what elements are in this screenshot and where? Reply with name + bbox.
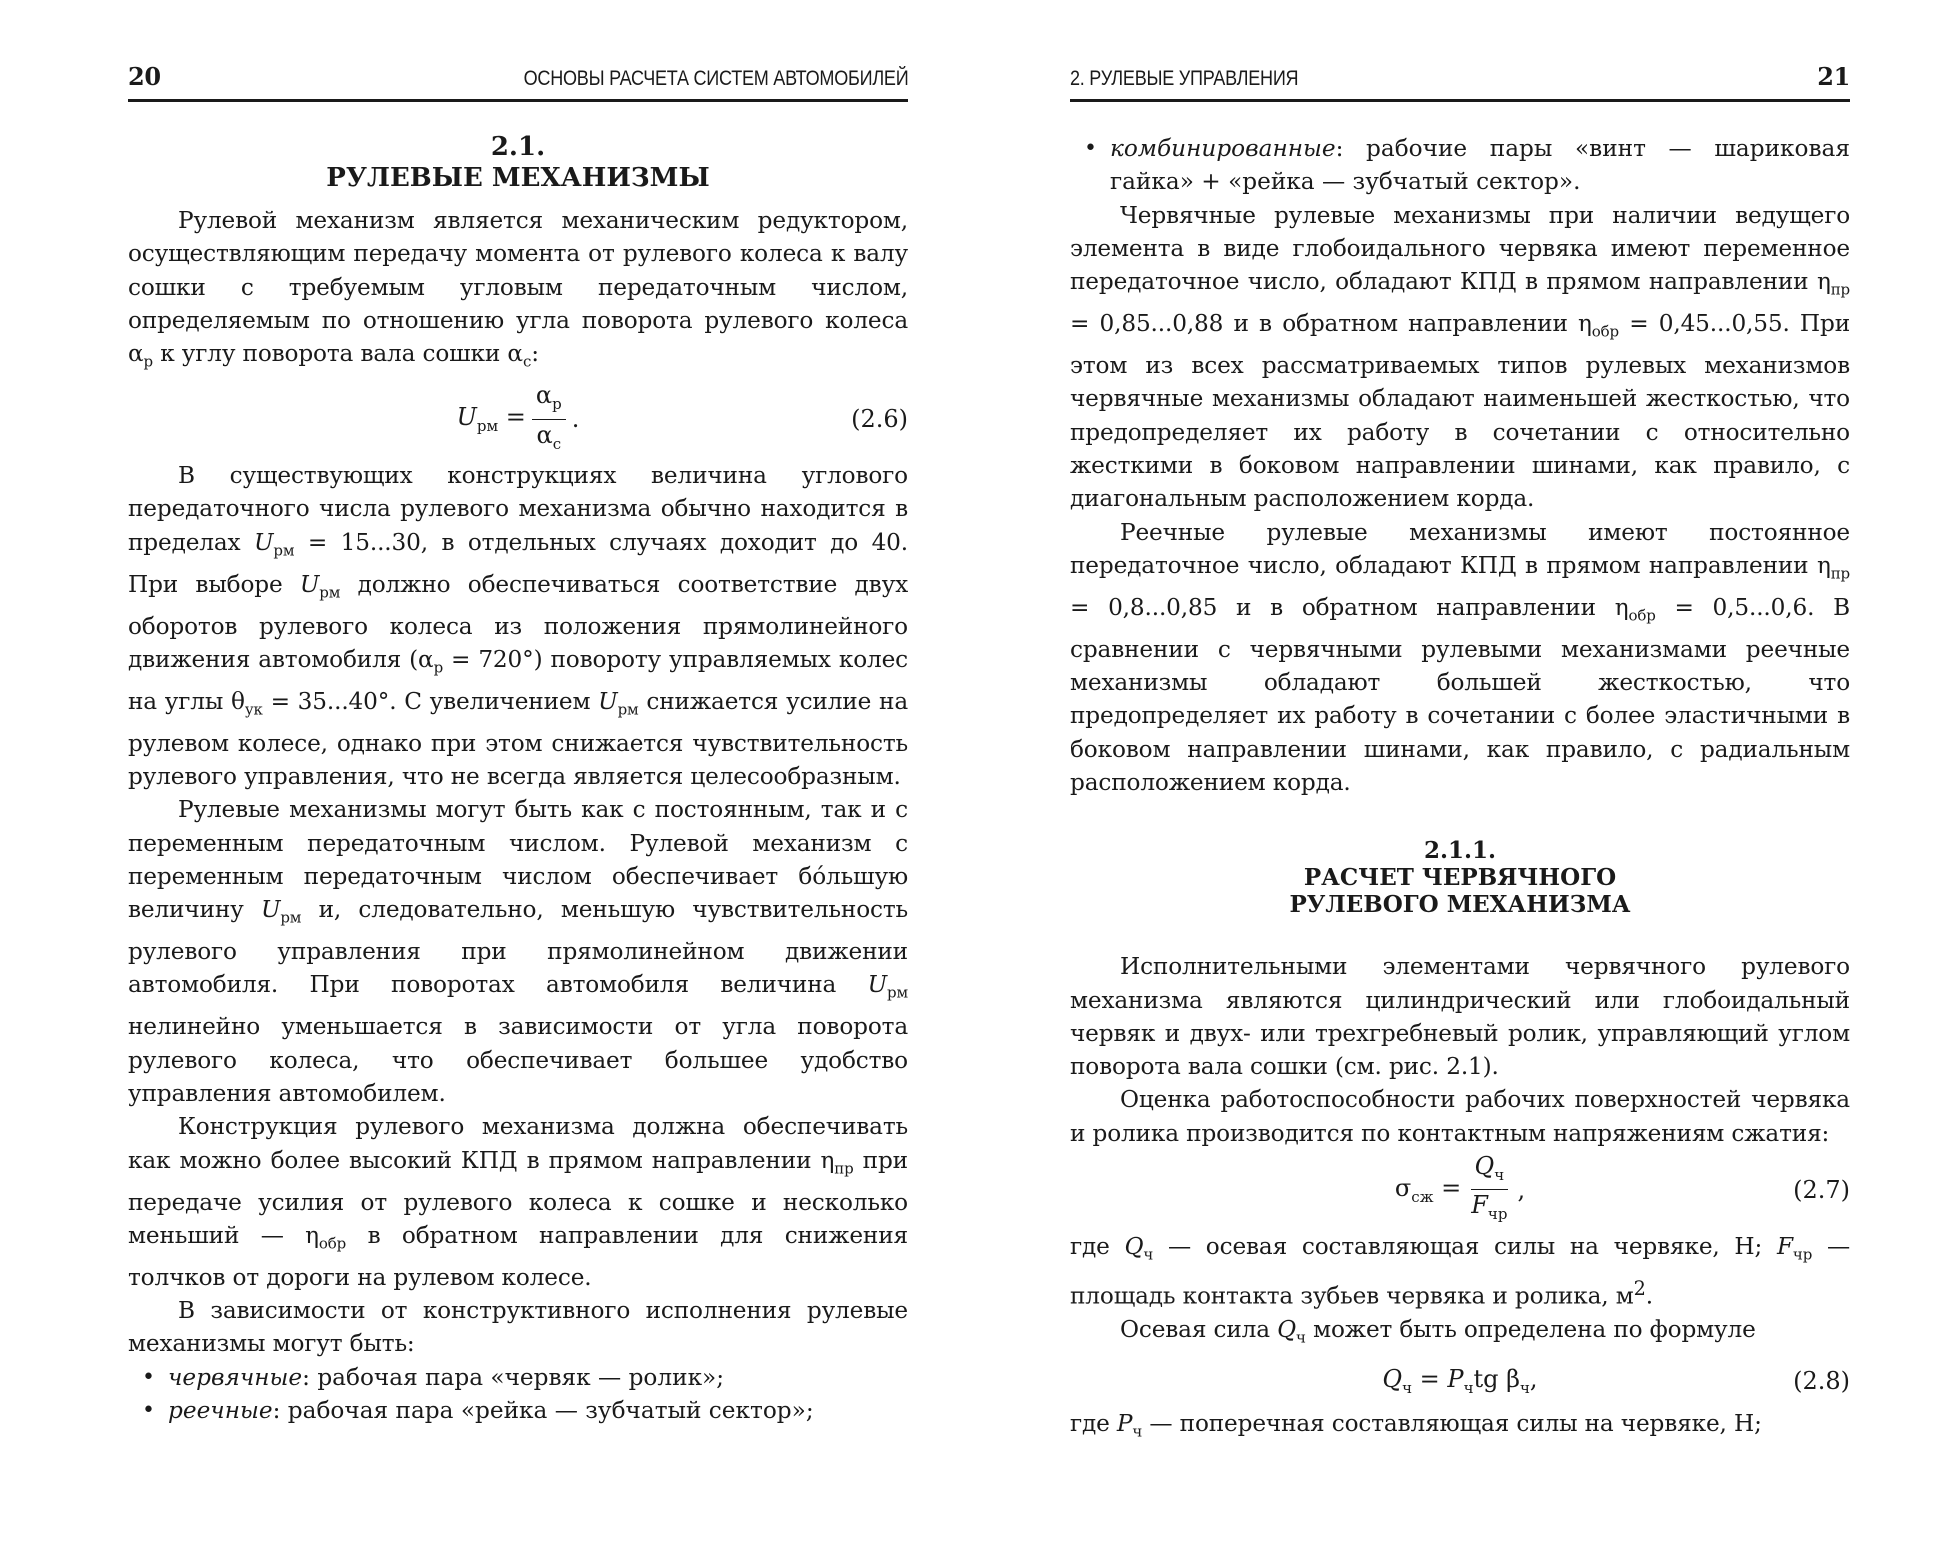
subsection-title-line1: РАСЧЕТ ЧЕРВЯЧНОГО [1303, 864, 1617, 892]
fraction: $\frac{Q_ч}{F_{чр}}$ [1471, 1151, 1508, 1224]
list-item: • комбинированные: рабочие пары «винт — шариковая гайка» + «рейка — зубчатый сектор». [1070, 132, 1850, 199]
paragraph: Червячные рулевые механизмы при наличии ведущего элемента в виде глобоидального червяка имеют переменное передаточное число, обладают КПД в прямом направлении $\eta_{пр} = 0,85...0,88$ и в обратном направлении $\eta_{обр} = 0,45...0,55$. При этом из всех рассматриваемых типов рулевых механизмов червячные механизмы обладают наименьшей жесткостью, что предопределяет их работу в сочетании с относительно жесткими в боковом направлении шинами, как правило, с диагональным расположением корда. [1070, 201, 1851, 513]
paragraph: Рулевые механизмы могут быть как с постоянным, так и с переменным передаточным числом. Рулевой механизм с переменным передаточным числом обеспечивает бóльшую величину $U_{рм}$ и, следовательно, меньшую чувствительность рулевого управления при прямолинейном движении автомобиля. При поворотах автомобиля величина $U_{рм}$ нелинейно уменьшается в зависимости от угла поворота рулевого колеса, что обеспечивает большее удобство управления автомобилем. [128, 796, 908, 1108]
mechanism-types-list [128, 1361, 908, 1428]
equation-number: (2.6) [851, 405, 908, 434]
section-title: РУЛЕВЫЕ МЕХАНИЗМЫ [326, 163, 710, 193]
left-page [128, 62, 908, 1427]
section-number: 2.1. [490, 132, 546, 162]
formula-2-8: $Q_ч = P_чtg$ $\beta_ч$, (2.8) [1382, 1364, 1850, 1397]
fraction: $\frac{\alpha_р}{\alpha_с}$ [532, 382, 566, 457]
subsection-number: 2.1.1. [1423, 837, 1497, 865]
subsection-heading [1070, 837, 1850, 918]
page-number: 20 [128, 62, 161, 91]
equation-number: (2.8) [1793, 1366, 1850, 1395]
running-title: 2. РУЛЕВЫЕ УПРАВЛЕНИЯ [1070, 67, 1299, 90]
mechanism-types-list-continued [1070, 132, 1850, 199]
formula-2-7: $\sigma_{сж}$ = $\frac{Q_ч}{F_{чр}}$ , (2.7) [1070, 1150, 1850, 1230]
paragraph: Реечные рулевые механизмы имеют постоянное передаточное число, обладают КПД в прямом направлении $\eta_{пр} = 0,8...0,85$ и в обратном направлении $\eta_{обр} = 0,5...0,6$. В сравнении с червячными рулевыми механизмами реечные механизмы обладают большей жесткостью, что предопределяет их работу в сочетании с более эластичными в боковом направлении шинами, как правило, с радиальным расположением корда. [1070, 518, 1850, 796]
equation-number: (2.7) [1793, 1175, 1850, 1204]
right-running-head [1070, 62, 1850, 102]
paragraph: Оценка работоспособности рабочих поверхностей червяка и ролика производится по контактным напряжениям сжатия: [1070, 1086, 1850, 1147]
right-page [1070, 62, 1850, 1449]
paragraph: где $P_ч$ — поперечная составляющая силы на червяке, Н; [1070, 1409, 1762, 1441]
page-number: 21 [1817, 62, 1850, 91]
list-item: • реечные: рабочая пара «рейка — зубчатый сектор»; [128, 1394, 908, 1427]
paragraph: В зависимости от конструктивного исполнения рулевые механизмы могут быть: [128, 1297, 908, 1358]
paragraph: где $Q_ч$ — осевая составляющая силы на червяке, Н; $F_{чр}$ — площадь контакта зубьев червяка и ролика, $м^2$. [1070, 1232, 1850, 1310]
subsection-title-line2: РУЛЕВОГО МЕХАНИЗМА [1289, 891, 1631, 919]
left-running-head [128, 62, 908, 102]
paragraph: Конструкция рулевого механизма должна обеспечивать как можно более высокий КПД в прямом направлении $\eta_{пр}$ при передаче усилия от рулевого колеса к сошке и несколько меньший — $\eta_{обр}$ в обратном направлении для снижения толчков от дороги на рулевом колесе. [128, 1113, 908, 1291]
paragraph: Исполнительными элементами червячного рулевого механизма являются цилиндрический или глобоидальный червяк и двух- или трехгребневый ролик, управляющий углом поворота вала сошки (см. рис. 2.1). [1070, 953, 1850, 1081]
list-item: • червячные: рабочая пара «червяк — ролик»; [128, 1361, 908, 1394]
paragraph: Осевая сила $Q_ч$ может быть определена по формуле [1120, 1315, 1756, 1347]
formula-2-6: $U_{рм}$ = $\frac{\alpha_р}{\alpha_с}$ . (2.6) [128, 379, 908, 459]
paragraph: Рулевой механизм является механическим редуктором, осуществляющим передачу момента от рулевого колеса к валу сошки с требуемым угловым передаточным числом, определяемым по отношению угла поворота рулевого колеса $\alpha_р$ к углу поворота вала сошки $\alpha_с$: [128, 207, 908, 371]
paragraph: В существующих конструкциях величина углового передаточного числа рулевого механизма обычно находится в пределах $U_{рм} = 15...30$, в отдельных случаях доходит до 40. При выборе $U_{рм}$ должно обеспечиваться соответствие двух оборотов рулевого колеса из положения прямолинейного движения автомобиля $(\alpha_р = 720^\circ)$ повороту управляемых колес на углы $\theta_{ук} = 35...40^\circ$. С увеличением $U_{рм}$ снижается усилие на рулевом колесе, однако при этом снижается чувствительность рулевого управления, что не всегда является целесообразным. [128, 462, 908, 791]
section-heading [128, 132, 908, 194]
running-title: ОСНОВЫ РАСЧЕТА СИСТЕМ АВТОМОБИЛЕЙ [523, 67, 908, 90]
